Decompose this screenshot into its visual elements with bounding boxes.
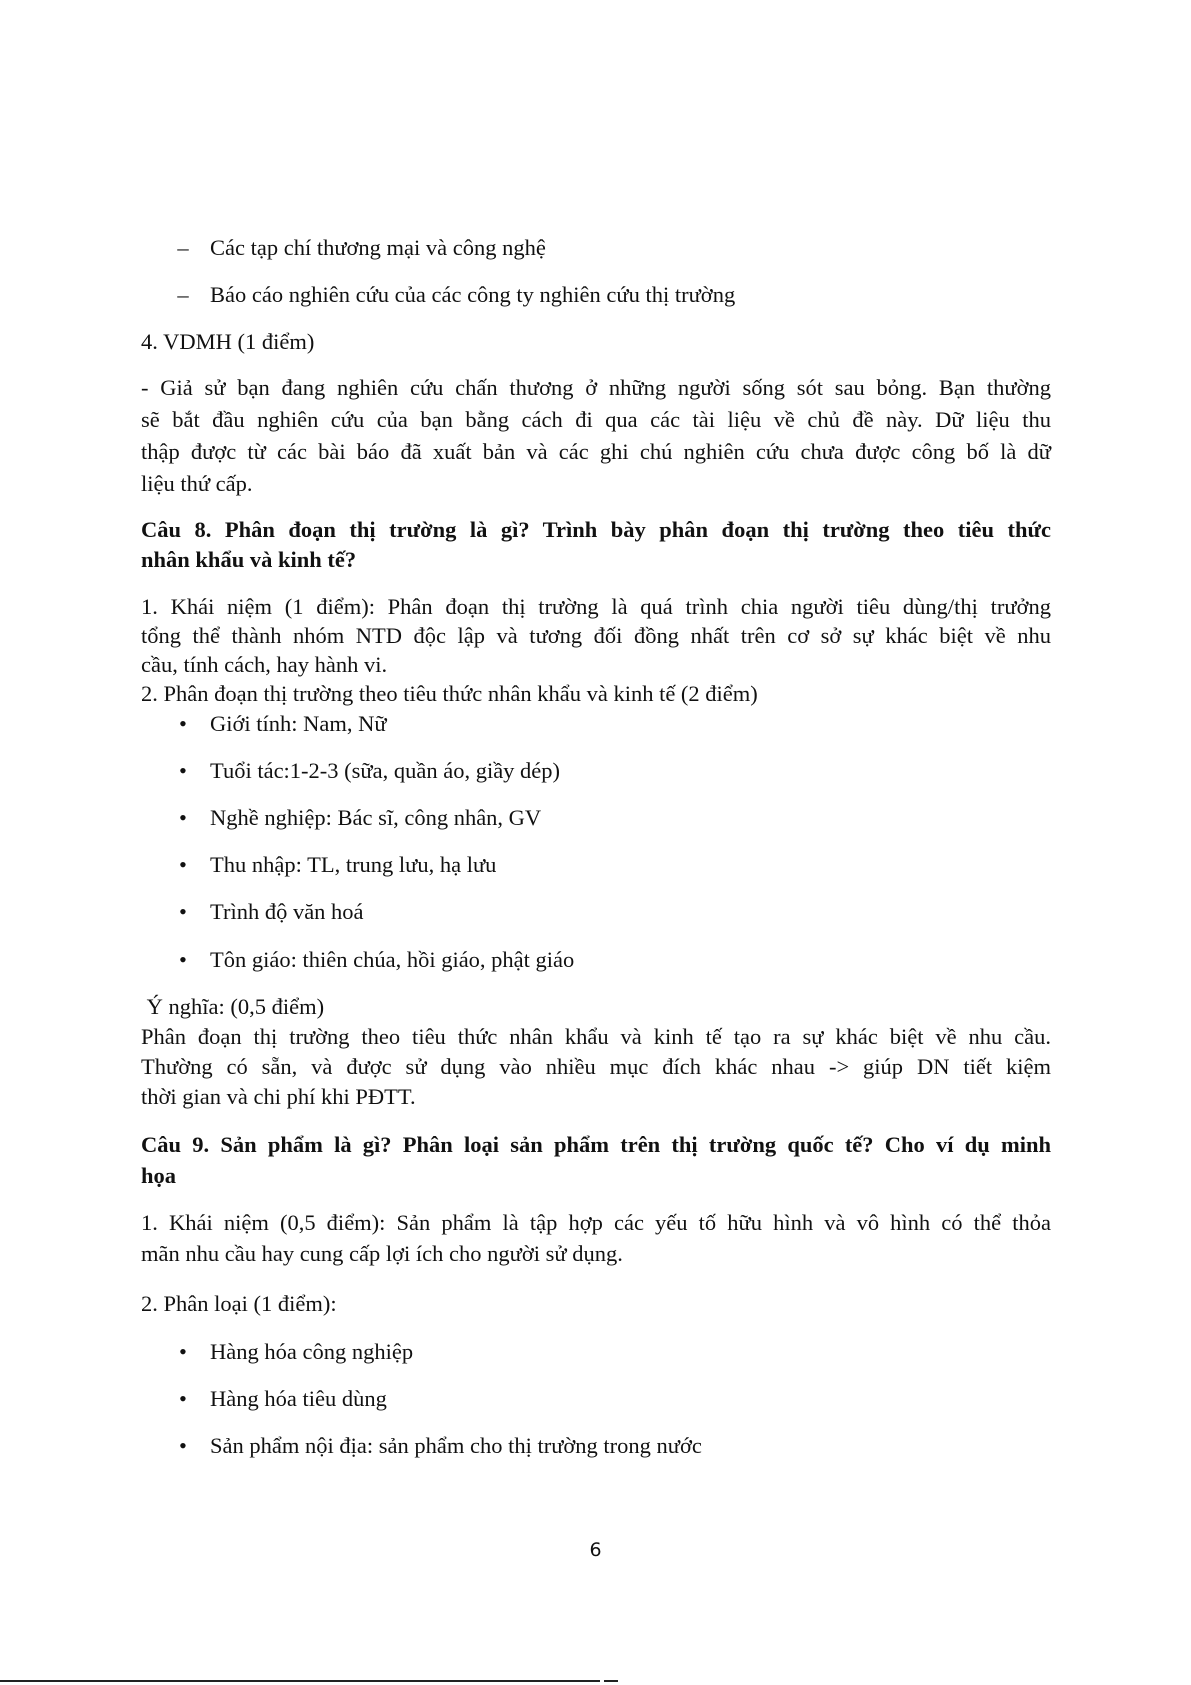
bullet-marker: • — [179, 758, 187, 783]
list-item-text: Giới tính: Nam, Nữ — [210, 711, 387, 736]
list-item-text: Thu nhập: TL, trung lưu, hạ lưu — [210, 852, 497, 877]
vdmh-heading: 4. VDMH (1 điểm) — [141, 329, 315, 354]
q9-classification-heading: 2. Phân loại (1 điểm): — [141, 1291, 337, 1316]
list-item-text: Sản phẩm nội địa: sản phẩm cho thị trường trong nước — [210, 1433, 702, 1458]
q9-concept-line: 1. Khái niệm (0,5 điểm): Sản phẩm là tập hợp các yếu tố hữu hình và vô hình có thể thỏa — [141, 1210, 1051, 1235]
list-item-text: Tuổi tác:1-2-3 (sữa, quần áo, giầy dép) — [210, 758, 561, 783]
dash-item-text: Các tạp chí thương mại và công nghệ — [210, 235, 546, 260]
vdmh-line: sẽ bắt đầu nghiên cứu của bạn bằng cách đi qua các tài liệu về chủ đề này. Dữ liệu thu — [141, 407, 1051, 432]
bullet-marker: • — [179, 711, 187, 736]
q8-meaning-heading: Ý nghĩa: (0,5 điểm) — [141, 994, 325, 1019]
question-9-title: họa — [141, 1163, 177, 1188]
page-number: 6 — [589, 1539, 602, 1561]
bullet-marker: • — [179, 852, 187, 877]
q8-meaning-line: thời gian và chi phí khi PĐTT. — [141, 1084, 416, 1109]
q9-concept-line: mãn nhu cầu hay cung cấp lợi ích cho người sử dụng. — [141, 1241, 623, 1266]
q8-concept-line: 1. Khái niệm (1 điểm): Phân đoạn thị trường là quá trình chia người tiêu dùng/thị trưởng — [141, 594, 1051, 619]
question-8-title: Câu 8. Phân đoạn thị trường là gì? Trình bày phân đoạn thị trường theo tiêu thức — [141, 517, 1051, 542]
dash-item-text: Báo cáo nghiên cứu của các công ty nghiên cứu thị trường — [210, 282, 736, 307]
bullet-marker: • — [179, 1339, 187, 1364]
list-item-text: Nghề nghiệp: Bác sĩ, công nhân, GV — [210, 805, 542, 830]
q8-meaning-line: Thường có sẵn, và được sử dụng vào nhiều mục đích khác nhau -> giúp DN tiết kiệm — [141, 1054, 1051, 1079]
vdmh-line: - Giả sử bạn đang nghiên cứu chấn thương ở những người sống sót sau bỏng. Bạn thường — [141, 375, 1051, 400]
list-item-text: Hàng hóa công nghiệp — [210, 1339, 414, 1364]
question-8-title: nhân khẩu và kinh tế? — [141, 547, 357, 572]
bullet-marker: • — [179, 899, 187, 924]
list-item-text: Hàng hóa tiêu dùng — [210, 1386, 387, 1411]
bullet-marker: • — [179, 805, 187, 830]
q8-concept-line: cầu, tính cách, hay hành vi. — [141, 652, 388, 677]
list-item-text: Trình độ văn hoá — [210, 899, 364, 924]
q8-concept-line: tổng thể thành nhóm NTD độc lập và tương đối đồng nhất trên cơ sở sự khác biệt về nhu — [141, 623, 1051, 648]
q8-meaning-line: Phân đoạn thị trường theo tiêu thức nhân khẩu và kinh tế tạo ra sự khác biệt về nhu cầu. — [141, 1024, 1051, 1049]
bullet-marker: • — [179, 1433, 187, 1458]
q8-segment-heading: 2. Phân đoạn thị trường theo tiêu thức nhân khẩu và kinh tế (2 điểm) — [141, 681, 758, 706]
vdmh-line: liệu thứ cấp. — [141, 471, 253, 496]
question-9-title: Câu 9. Sản phẩm là gì? Phân loại sản phẩm trên thị trường quốc tế? Cho ví dụ minh — [141, 1132, 1051, 1157]
dash-marker: – — [177, 235, 189, 260]
bullet-marker: • — [179, 1386, 187, 1411]
footer-rule — [604, 1680, 618, 1682]
vdmh-line: thập được từ các bài báo đã xuất bản và các ghi chú nghiên cứu chưa được công bố là dữ — [141, 439, 1051, 464]
footer-rule — [0, 1680, 600, 1682]
list-item-text: Tôn giáo: thiên chúa, hồi giáo, phật giáo — [210, 947, 575, 972]
bullet-marker: • — [179, 947, 187, 972]
dash-marker: – — [177, 282, 189, 307]
